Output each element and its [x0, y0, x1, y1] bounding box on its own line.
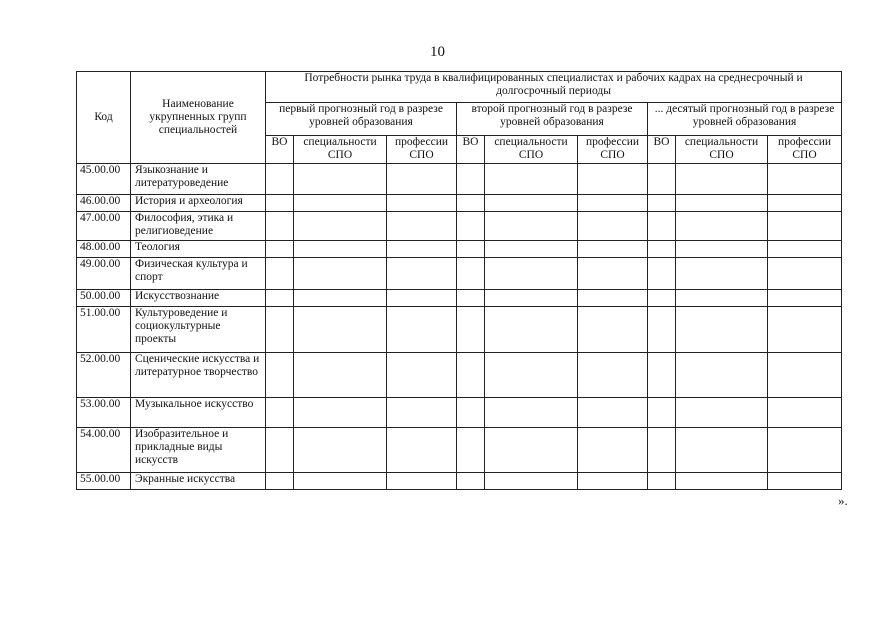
- empty-value-cell: [266, 290, 294, 307]
- sub-header-spo-professions: профессии СПО: [768, 136, 842, 164]
- empty-value-cell: [578, 428, 648, 473]
- empty-value-cell: [457, 258, 485, 290]
- empty-value-cell: [266, 398, 294, 428]
- empty-value-cell: [676, 258, 768, 290]
- empty-value-cell: [387, 164, 457, 195]
- empty-value-cell: [648, 164, 676, 195]
- empty-value-cell: [676, 195, 768, 212]
- empty-value-cell: [578, 195, 648, 212]
- empty-value-cell: [676, 398, 768, 428]
- empty-value-cell: [768, 212, 842, 241]
- page-number: 10: [430, 44, 445, 60]
- empty-value-cell: [676, 428, 768, 473]
- table-row: [77, 428, 842, 473]
- row-code: 47.00.00: [77, 212, 131, 241]
- labour-market-needs-table: [76, 71, 842, 490]
- table-row: [77, 290, 842, 307]
- empty-value-cell: [457, 195, 485, 212]
- empty-value-cell: [485, 164, 578, 195]
- row-name: Искусствознание: [131, 290, 266, 307]
- empty-value-cell: [648, 258, 676, 290]
- empty-value-cell: [266, 241, 294, 258]
- sub-header-vo: ВО: [648, 136, 676, 164]
- sub-header-spo-specialties: специальности СПО: [294, 136, 387, 164]
- row-name: Теология: [131, 241, 266, 258]
- sub-header-vo: ВО: [266, 136, 294, 164]
- row-name: Философия, этика и религиоведение: [131, 212, 266, 241]
- empty-value-cell: [294, 473, 387, 490]
- empty-value-cell: [768, 164, 842, 195]
- empty-value-cell: [387, 428, 457, 473]
- empty-value-cell: [266, 428, 294, 473]
- empty-value-cell: [266, 307, 294, 353]
- row-code: 48.00.00: [77, 241, 131, 258]
- sub-header-spo-professions: профессии СПО: [578, 136, 648, 164]
- empty-value-cell: [294, 353, 387, 398]
- row-name: Экранные искусства: [131, 473, 266, 490]
- empty-value-cell: [648, 353, 676, 398]
- row-code: 46.00.00: [77, 195, 131, 212]
- empty-value-cell: [266, 258, 294, 290]
- empty-value-cell: [485, 195, 578, 212]
- empty-value-cell: [768, 353, 842, 398]
- empty-value-cell: [676, 241, 768, 258]
- sub-header-spo-specialties: специальности СПО: [485, 136, 578, 164]
- table-row: [77, 164, 842, 195]
- empty-value-cell: [294, 212, 387, 241]
- empty-value-cell: [266, 164, 294, 195]
- empty-value-cell: [648, 428, 676, 473]
- empty-value-cell: [457, 473, 485, 490]
- table-row: [77, 241, 842, 258]
- row-name: Культуроведение и социокультурные проекты: [131, 307, 266, 353]
- empty-value-cell: [676, 212, 768, 241]
- table-row: [77, 195, 842, 212]
- empty-value-cell: [294, 307, 387, 353]
- period-header-tenth: ... десятый прогнозный год в разрезе уровней образования: [648, 103, 842, 136]
- empty-value-cell: [768, 258, 842, 290]
- empty-value-cell: [294, 164, 387, 195]
- table-body: [77, 164, 842, 490]
- row-code: 51.00.00: [77, 307, 131, 353]
- empty-value-cell: [648, 195, 676, 212]
- empty-value-cell: [387, 258, 457, 290]
- empty-value-cell: [485, 353, 578, 398]
- empty-value-cell: [294, 290, 387, 307]
- empty-value-cell: [485, 241, 578, 258]
- sub-header-vo: ВО: [457, 136, 485, 164]
- empty-value-cell: [768, 241, 842, 258]
- empty-value-cell: [294, 241, 387, 258]
- row-code: 45.00.00: [77, 164, 131, 195]
- empty-value-cell: [578, 258, 648, 290]
- row-name: Изобразительное и прикладные виды искусств: [131, 428, 266, 473]
- empty-value-cell: [485, 290, 578, 307]
- table-row: [77, 258, 842, 290]
- sub-header-spo-specialties: специальности СПО: [676, 136, 768, 164]
- empty-value-cell: [387, 290, 457, 307]
- table-row: [77, 398, 842, 428]
- empty-value-cell: [648, 307, 676, 353]
- row-code: 53.00.00: [77, 398, 131, 428]
- row-code: 50.00.00: [77, 290, 131, 307]
- sub-header-spo-professions: профессии СПО: [387, 136, 457, 164]
- table-row: [77, 212, 842, 241]
- empty-value-cell: [768, 195, 842, 212]
- row-name: Музыкальное искусство: [131, 398, 266, 428]
- empty-value-cell: [648, 398, 676, 428]
- row-code: 49.00.00: [77, 258, 131, 290]
- empty-value-cell: [768, 290, 842, 307]
- table-row: [77, 353, 842, 398]
- empty-value-cell: [387, 473, 457, 490]
- empty-value-cell: [266, 353, 294, 398]
- empty-value-cell: [387, 241, 457, 258]
- empty-value-cell: [457, 307, 485, 353]
- empty-value-cell: [578, 307, 648, 353]
- empty-value-cell: [457, 428, 485, 473]
- empty-value-cell: [266, 473, 294, 490]
- empty-value-cell: [387, 398, 457, 428]
- empty-value-cell: [294, 258, 387, 290]
- empty-value-cell: [485, 473, 578, 490]
- period-header-second: второй прогнозный год в разрезе уровней образования: [457, 103, 648, 136]
- empty-value-cell: [266, 212, 294, 241]
- table-row: [77, 307, 842, 353]
- row-code: 54.00.00: [77, 428, 131, 473]
- empty-value-cell: [294, 195, 387, 212]
- period-header-first: первый прогнозный год в разрезе уровней образования: [266, 103, 457, 136]
- name-column-header: Наименование укрупненных групп специальностей: [131, 72, 266, 164]
- closing-quote-mark: ».: [838, 493, 848, 508]
- empty-value-cell: [578, 164, 648, 195]
- row-code: 52.00.00: [77, 353, 131, 398]
- empty-value-cell: [768, 307, 842, 353]
- empty-value-cell: [578, 290, 648, 307]
- empty-value-cell: [676, 164, 768, 195]
- empty-value-cell: [387, 353, 457, 398]
- empty-value-cell: [648, 290, 676, 307]
- empty-value-cell: [457, 241, 485, 258]
- empty-value-cell: [768, 428, 842, 473]
- empty-value-cell: [768, 398, 842, 428]
- empty-value-cell: [294, 428, 387, 473]
- empty-value-cell: [294, 398, 387, 428]
- empty-value-cell: [387, 212, 457, 241]
- empty-value-cell: [578, 473, 648, 490]
- empty-value-cell: [457, 290, 485, 307]
- empty-value-cell: [676, 290, 768, 307]
- empty-value-cell: [485, 428, 578, 473]
- empty-value-cell: [578, 353, 648, 398]
- empty-value-cell: [457, 398, 485, 428]
- empty-value-cell: [485, 258, 578, 290]
- needs-header: Потребности рынка труда в квалифицированных специалистах и рабочих кадрах на среднесрочный и долгосрочный периоды: [266, 72, 842, 103]
- empty-value-cell: [387, 195, 457, 212]
- empty-value-cell: [768, 473, 842, 490]
- empty-value-cell: [266, 195, 294, 212]
- empty-value-cell: [485, 307, 578, 353]
- row-name: Языкознание и литературоведение: [131, 164, 266, 195]
- empty-value-cell: [457, 353, 485, 398]
- row-name: Сценические искусства и литературное творчество: [131, 353, 266, 398]
- row-code: 55.00.00: [77, 473, 131, 490]
- empty-value-cell: [648, 212, 676, 241]
- empty-value-cell: [676, 473, 768, 490]
- empty-value-cell: [485, 398, 578, 428]
- empty-value-cell: [578, 398, 648, 428]
- empty-value-cell: [457, 164, 485, 195]
- table-row: [77, 473, 842, 490]
- empty-value-cell: [578, 241, 648, 258]
- code-column-header: Код: [77, 72, 131, 164]
- empty-value-cell: [648, 241, 676, 258]
- empty-value-cell: [676, 353, 768, 398]
- empty-value-cell: [676, 307, 768, 353]
- empty-value-cell: [387, 307, 457, 353]
- empty-value-cell: [648, 473, 676, 490]
- empty-value-cell: [485, 212, 578, 241]
- row-name: История и археология: [131, 195, 266, 212]
- row-name: Физическая культура и спорт: [131, 258, 266, 290]
- empty-value-cell: [578, 212, 648, 241]
- empty-value-cell: [457, 212, 485, 241]
